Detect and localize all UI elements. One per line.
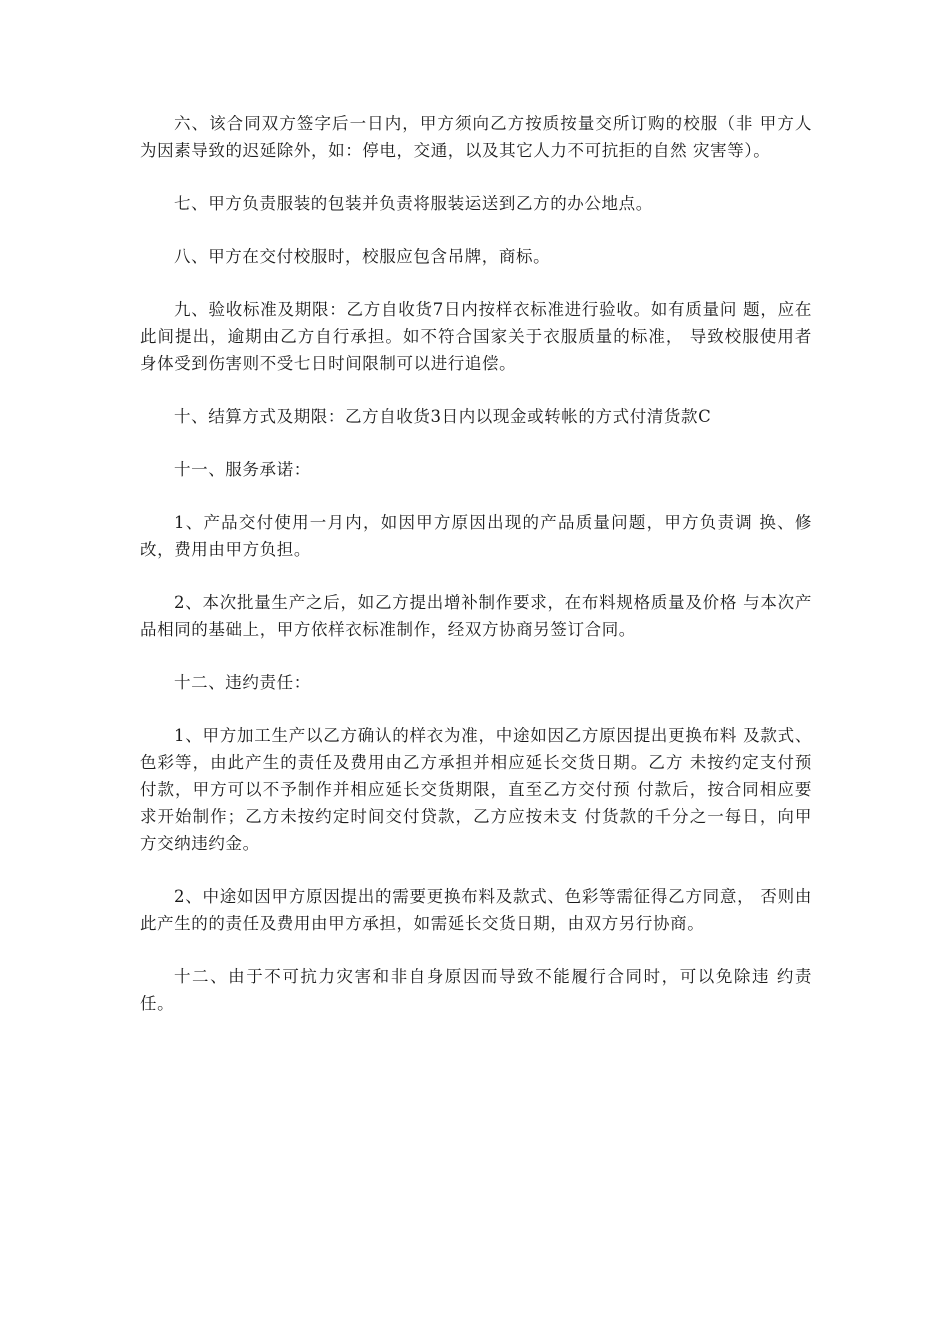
clause-8: 八、甲方在交付校服时，校服应包含吊牌，商标。 <box>174 247 551 266</box>
clause-11-item-1: 1、产品交付使用一月内，如因甲方原因出现的产品质量问题，甲方负责调 换、修改，费用由甲方负担。 <box>140 513 812 559</box>
clause-7: 七、甲方负责服装的包装并负责将服装运送到乙方的办公地点。 <box>174 194 653 213</box>
clause-10: 十、结算方式及期限：乙方自收货3日内以现金或转帐的方式付清货款C <box>174 407 712 426</box>
clause-12-force-majeure: 十二、由于不可抗力灾害和非自身原因而导致不能履行合同时，可以免除违 约责任。 <box>140 967 812 1013</box>
clause-12-heading: 十二、违约责任： <box>174 673 311 692</box>
clause-6: 六、该合同双方签字后一日内，甲方须向乙方按质按量交所订购的校服（非 甲方人为因素导致的迟延除外，如：停电，交通，以及其它人力不可抗拒的自然 灾害等）。 <box>140 114 812 160</box>
clause-9: 九、验收标准及期限：乙方自收货7日内按样衣标准进行验收。如有质量问 题，应在此间提出，逾期由乙方自行承担。如不符合国家关于衣服质量的标准， 导致校服使用者身体受到伤害则不受七日时间限制可以进行追偿。 <box>140 300 812 373</box>
clause-12-item-2: 2、中途如因甲方原因提出的需要更换布料及款式、色彩等需征得乙方同意， 否则由此产生的的责任及费用由甲方承担，如需延长交货日期，由双方另行协商。 <box>140 887 812 933</box>
clause-11-item-2: 2、本次批量生产之后，如乙方提出增补制作要求，在布料规格质量及价格 与本次产品相同的基础上，甲方依样衣标准制作，经双方协商另签订合同。 <box>140 593 812 639</box>
document-body <box>140 110 812 1043</box>
clause-12-item-1: 1、甲方加工生产以乙方确认的样衣为准，中途如因乙方原因提出更换布料 及款式、色彩等，由此产生的责任及费用由乙方承担并相应延长交货日期。乙方 未按约定支付预付款，甲方可以不予制作并相应延长交货期限，直至乙方交付预 付款后，按合同相应要求开始制作；乙方未按约定时间交付贷款，乙方应按未支 付货款的千分之一每日，向甲方交纳违约金。 <box>140 726 812 853</box>
clause-11-heading: 十一、服务承诺： <box>174 460 311 479</box>
